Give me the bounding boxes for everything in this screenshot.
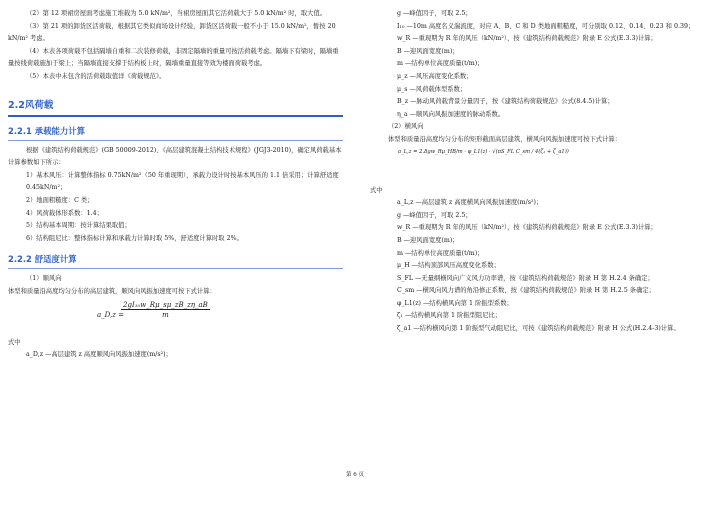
item-m: m —结构单位高度质量(t/m)； <box>397 249 484 257</box>
page-number: 第 6 页 <box>346 472 364 478</box>
along-wind-text: 体型和质量沿高度均匀分布的高层建筑，顺风向风振加速度可按下式计算： <box>8 287 216 295</box>
note-5: （5）本表中未包含的活荷载取值详《荷载规范》。 <box>26 72 166 80</box>
formula-denominator: m <box>162 310 169 319</box>
note-4: （4）本表各项荷载不包括隔墙自重和二次装修荷载，非固定隔墙的重量可按活荷载考虑。隔墙下有梁时，隔墙重量按线荷载施加于梁上；当隔墙直接支撑于结构板上时，隔墙重量直接等效为楼面荷载考虑。 <box>8 47 339 68</box>
note-2: （2）第 12 项裙房屋面考虑施工堆载为 5.0 kN/m²，当裙房屋面其它活荷载大于 5.0 kN/m² 时，取大值。 <box>26 10 327 17</box>
item-g: g —峰值因子，可取 2.5； <box>397 211 472 219</box>
formula-numerator: 2gI₁₀w_Rμ_sμ_zB_zη_aB <box>123 300 208 309</box>
where-label-2: 式中 <box>370 186 383 194</box>
cross-formula-text: a_L,z = 2.8gw_Rμ_HB/m · φ_L1(z) · √(πS_FL C_sm / 4(ζ₁ + ζ_a1)) <box>398 148 569 155</box>
item-wr: w_R —重现期为 R 年的风压（kN/m²），按《建筑结构荷载规范》附录 E 公式(E.3.3)计算； <box>397 224 657 232</box>
def-b: B —迎风面宽度(m)； <box>397 47 459 55</box>
def-i10: I₁₀ —10m 高度名义湍流度，对应 A、B、C 和 D 类地面粗糙度，可分别取 0.12、0.14、0.23 和 0.39； <box>397 22 695 30</box>
cross-wind-formula <box>370 147 705 185</box>
def-mus: μ_s —风荷载体型系数； <box>397 85 467 93</box>
item-zeta1: ζ₁ —结构横风向第 1 阶振型阻尼比； <box>397 312 502 320</box>
right-column <box>370 8 705 336</box>
def-muz: μ_z —风压高度变化系数； <box>397 72 473 80</box>
note-3: （3）第 21 项的卸货区活荷载，根据其它类似商场设计经验，卸货区活荷载一般不小于 15.0 kN/m²，暂按 20 kN/m² 考虑。 <box>8 22 336 43</box>
def-wr: w_R —重现期为 R 年的风压（kN/m²），按《建筑结构荷载规范》附录 E 公式(E.3.3)计算； <box>397 35 657 43</box>
section-heading-capacity: 2.2.1 承载能力计算 <box>8 125 343 141</box>
section-heading-comfort: 2.2.2 舒适度计算 <box>8 253 343 269</box>
along-wind-title: （1）顺风向 <box>26 275 62 283</box>
param-5: 5）结构基本周期：按计算结果取值； <box>26 222 131 230</box>
where-item: a_D,z —高层建筑 z 高度顺风向风振加速度(m/s²)； <box>26 351 172 359</box>
cross-wind-text: 体型和质量沿高度均匀分布的矩形截面高层建筑，横风向风振加速度可按下式计算： <box>388 135 621 143</box>
param-4: 4）风荷载体形系数：1.4； <box>26 209 103 217</box>
param-1: 1）基本风压：计算整体指标 0.75kN/m²（50 年重现期），承载力设计时按基本风压的 1.1 倍采用；计算舒适度 0.45kN/m²； <box>26 171 339 192</box>
item-muh: μ_H —结构顶部风压高度变化系数； <box>397 262 500 270</box>
formula-lhs: a_D,z = <box>97 310 125 319</box>
def-eta: η_a —顺风向风振加速度的脉动系数。 <box>397 110 505 118</box>
param-6: 6）结构阻尼比：整体指标计算和承载力计算时取 5%，舒适度计算时取 2%。 <box>26 234 243 242</box>
param-2: 2）地面粗糙度：C 类； <box>26 196 94 204</box>
item-zeta-a1: ζ_a1 —结构横风向第 1 阶振型气动阻尼比，可按《建筑结构荷载规范》附录 H 公式(H.2.4-3)计算。 <box>397 325 680 333</box>
section-heading-wind-load: 2.2风荷载 <box>8 97 343 117</box>
where-label: 式中 <box>8 338 21 346</box>
basis-paragraph: 根据《建筑结构荷载规范》(GB 50009-2012)、《高层建筑混凝土结构技术规程》(JGJ3-2010)，确定风荷载基本计算参数如下所示： <box>8 146 342 167</box>
cross-wind-title: （2）横风向 <box>388 123 424 131</box>
def-g: g —峰值因子，可取 2.5； <box>397 10 472 17</box>
along-wind-formula <box>8 299 343 337</box>
left-column <box>8 8 343 362</box>
item-phi: φ_L1(z) —结构横风向第 1 阶振型系数； <box>397 299 513 307</box>
item-sfl: S_FL —无量纲横风向广义风力功率谱，按《建筑结构荷载规范》附录 H 第 H.2.4 条确定； <box>397 274 654 282</box>
def-bz: B_z —脉动风荷载背景分量因子，按《建筑结构荷载规范》公式(8.4.5)计算； <box>397 98 614 106</box>
item-csm: C_sm —横风向风力谱的角沿修正系数，按《建筑结构荷载规范》附录 H 第 H.2.5 条确定； <box>397 287 655 295</box>
item-alz: a_L,z —高层建筑 z 高度横风向风振加速度(m/s²)； <box>397 199 543 207</box>
item-b: B —迎风面宽度(m)； <box>397 236 459 244</box>
def-m: m —结构单位高度质量(t/m)； <box>397 60 484 68</box>
